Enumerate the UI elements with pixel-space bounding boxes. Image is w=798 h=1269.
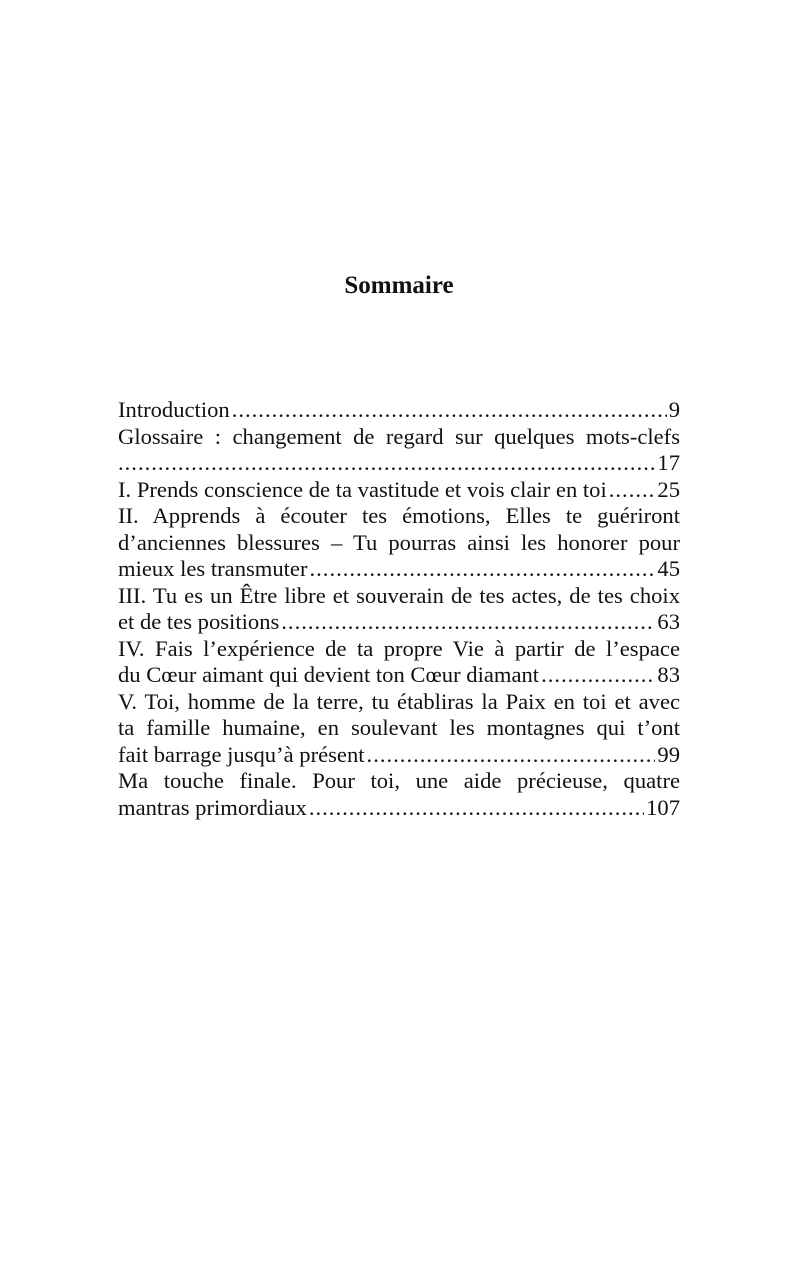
toc-entry-title-end: du Cœur aimant qui devient ton Cœur diamant bbox=[118, 662, 540, 687]
toc-entry-title: ta famille humaine, en soulevant les montagnes qui t’ont bbox=[118, 715, 680, 740]
toc-page-number: 45 bbox=[657, 556, 680, 581]
leader-dots bbox=[310, 556, 656, 583]
toc-page-number: 107 bbox=[646, 794, 680, 820]
toc-entry-line bbox=[118, 503, 680, 530]
leader-dots bbox=[232, 397, 667, 424]
toc-entry-title: II. Apprends à écouter tes émotions, Elles te guériront bbox=[118, 503, 680, 528]
toc-entry-title-end: mieux les transmuter bbox=[118, 556, 308, 581]
toc-entry-line bbox=[118, 662, 680, 689]
toc-page-number: 83 bbox=[657, 662, 680, 687]
leader-dots bbox=[118, 450, 655, 477]
leader-dots bbox=[541, 662, 655, 689]
toc-entry-chapter-3[interactable] bbox=[118, 583, 680, 636]
toc-entry-line bbox=[118, 742, 680, 769]
toc-entry-chapter-5[interactable] bbox=[118, 689, 680, 769]
toc-entry-line bbox=[118, 609, 680, 636]
toc-entry-line bbox=[118, 768, 680, 795]
toc-entry-introduction[interactable] bbox=[118, 397, 680, 424]
toc-entry-title-end: et de tes positions bbox=[118, 609, 280, 634]
toc-entry-line bbox=[118, 477, 680, 504]
toc-entry-chapter-1[interactable] bbox=[118, 477, 680, 504]
toc-page-number: 17 bbox=[657, 450, 680, 475]
toc-entry-line bbox=[118, 715, 680, 742]
toc-entry-title: I. Prends conscience de ta vastitude et vois clair en toi bbox=[118, 476, 607, 502]
toc-entry-line bbox=[118, 530, 680, 557]
toc-entry-line bbox=[118, 636, 680, 663]
toc-entry-title: V. Toi, homme de la terre, tu établiras la Paix en toi et avec bbox=[118, 688, 680, 714]
leader-dots bbox=[609, 477, 656, 504]
toc-page-number: 9 bbox=[668, 397, 680, 422]
leader-dots bbox=[281, 609, 655, 636]
toc-entry-title: Introduction bbox=[118, 397, 230, 422]
toc-page-number: 63 bbox=[657, 609, 680, 634]
toc-entry-line bbox=[118, 556, 680, 583]
toc-page-number: 25 bbox=[657, 476, 680, 502]
toc-entry-title-end: fait barrage jusqu’à présent bbox=[118, 741, 365, 767]
toc-entry-title-end: mantras primordiaux bbox=[118, 794, 307, 820]
toc-entry-glossaire[interactable] bbox=[118, 424, 680, 477]
toc-entry-line bbox=[118, 689, 680, 716]
toc-entry-chapter-4[interactable] bbox=[118, 636, 680, 689]
toc-entry-title: Glossaire : changement de regard sur quelques mots-clefs bbox=[118, 423, 680, 449]
toc-entry-line bbox=[118, 397, 680, 424]
toc-entry-touche-finale[interactable] bbox=[118, 768, 680, 821]
toc-entry-title: III. Tu es un Être libre et souverain de tes actes, de tes choix bbox=[118, 582, 680, 608]
leader-dots bbox=[367, 742, 656, 769]
toc-entry-title: d’anciennes blessures – Tu pourras ainsi les honorer pour bbox=[118, 529, 680, 555]
toc-page-number: 99 bbox=[657, 741, 680, 767]
toc-entry-chapter-2[interactable] bbox=[118, 503, 680, 583]
toc-entry-title: IV. Fais l’expérience de ta propre Vie à partir de l’espace bbox=[118, 635, 680, 661]
toc-entry-line bbox=[118, 583, 680, 610]
table-of-contents bbox=[118, 397, 680, 821]
page-title: Sommaire bbox=[344, 272, 454, 299]
toc-entry-line bbox=[118, 795, 680, 822]
toc-entry-title: Ma touche finale. Pour toi, une aide précieuse, quatre bbox=[118, 768, 680, 793]
toc-entry-line bbox=[118, 424, 680, 451]
leader-dots bbox=[309, 795, 644, 822]
toc-entry-line bbox=[118, 450, 680, 477]
